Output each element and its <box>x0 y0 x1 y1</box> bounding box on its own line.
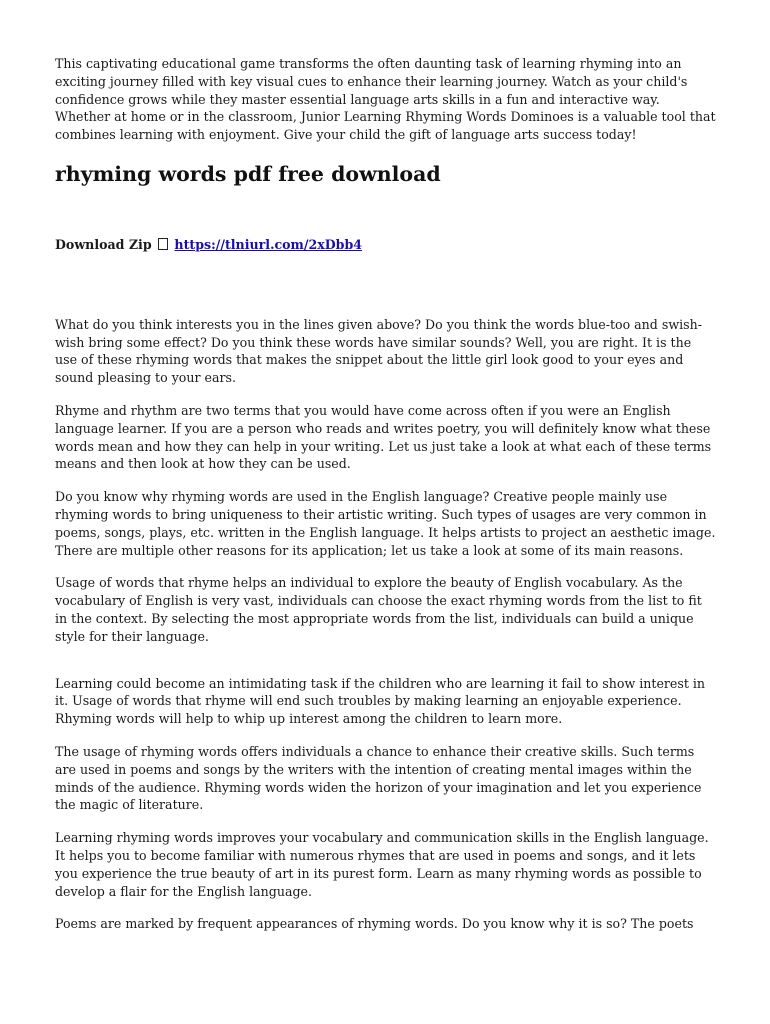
body-paragraph-6: The usage of rhyming words offers individuals a chance to enhance their creative skills. Such terms are used in poems and songs by the writers with the intention of creating mental images within the minds of the audience. Rhyming words widen the horizon of your imagination and let you experience the magic of literature. <box>55 743 702 813</box>
download-line <box>55 236 717 254</box>
body-paragraph-5: Learning could become an intimidating task if the children who are learning it fail to show interest in it. Usage of words that rhyme will end such troubles by making learning an enjoyable experience. Rhyming words will help to whip up interest among the children to learn more. <box>55 675 706 727</box>
box-glyph-icon <box>158 238 168 250</box>
document-page <box>55 55 717 933</box>
body-paragraph-3: Do you know why rhyming words are used in the English language? Creative people mainly use rhyming words to bring uniqueness to their artistic writing. Such types of usages are very common in poems, songs, plays, etc. written in the English language. It helps artists to project an aesthetic image. There are multiple other reasons for its application; let us take a look at some of its main reasons. <box>55 489 716 558</box>
page-title: rhyming words pdf free download <box>55 161 441 186</box>
intro-paragraph: This captivating educational game transforms the often daunting task of learning rhyming into an exciting journey filled with key visual cues to enhance their learning journey. Watch as your child's confidence grows while they master essential language arts skills in a fun and interactive way. Whether at home or in the classroom, Junior Learning Rhyming Words Dominoes is a valuable tool that combines learning with enjoyment. Give your child the gift of language arts success today! <box>55 56 716 143</box>
body-paragraph-4: Usage of words that rhyme helps an individual to explore the beauty of English vocabulary. As the vocabulary of English is very vast, individuals can choose the exact rhyming words from the list to fit in the context. By selecting the most appropriate words from the list, individuals can build a unique style for their language. <box>55 575 702 644</box>
download-label: Download Zip <box>55 236 152 252</box>
body-paragraph-7: Learning rhyming words improves your vocabulary and communication skills in the English language. It helps you to become familiar with numerous rhymes that are used in poems and songs, and it lets you experience the true beauty of art in its purest form. Learn as many rhyming words as possible to develop a flair for the English language. <box>55 830 709 899</box>
download-link[interactable]: https://tlniurl.com/2xDbb4 <box>174 236 363 252</box>
body-paragraph-1: What do you think interests you in the lines given above? Do you think the words blue-too and swish-wish bring some effect? Do you think these words have similar sounds? Well, you are right. It is the use of these rhyming words that makes the snippet about the little girl look good to your eyes and sound pleasing to your ears. <box>55 316 702 386</box>
body-paragraph-8: Poems are marked by frequent appearances of rhyming words. Do you know why it is so? The poets <box>55 916 694 932</box>
body-paragraph-2: Rhyme and rhythm are two terms that you would have come across often if you were an English language learner. If you are a person who reads and writes poetry, you will definitely know what these words mean and how they can help in your writing. Let us just take a look at what each of these terms means and then look at how they can be used. <box>55 402 712 472</box>
